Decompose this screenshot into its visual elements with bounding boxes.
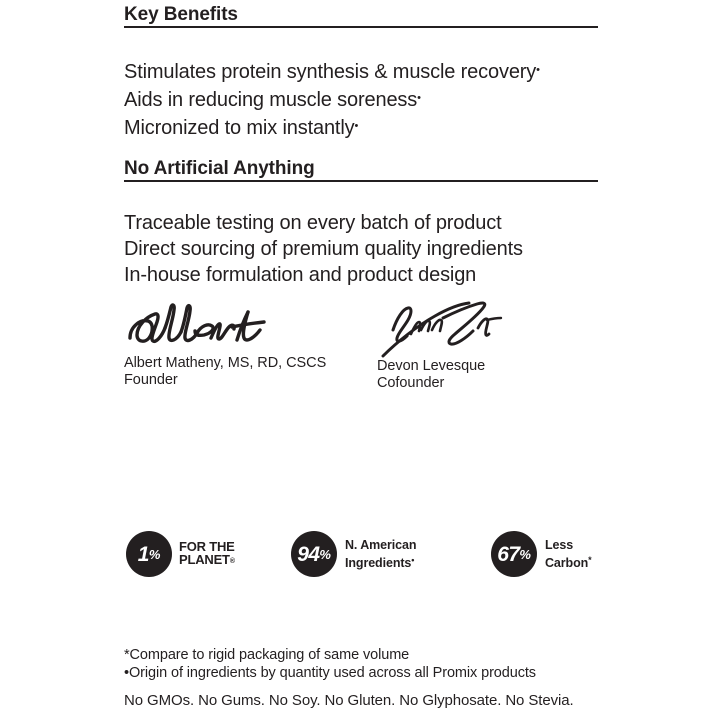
list-item: [124, 262, 604, 288]
key-benefit-text-1: Stimulates protein synthesis & muscle recovery: [124, 61, 537, 83]
badge-north-american-ingredients: [291, 531, 416, 577]
signature-role-albert: Founder: [124, 372, 178, 388]
footnotes: [124, 646, 604, 682]
footnote-marker-bullet: •: [354, 120, 359, 132]
no-artificial-list: [124, 210, 604, 288]
free-from-statement-container: [124, 692, 604, 710]
founder-signature-block-devon: [377, 300, 507, 392]
section-divider-key-benefits: [124, 26, 598, 28]
no-artificial-text-3: In-house formulation and product design: [124, 264, 477, 286]
section-divider-no-artificial-anything: [124, 180, 598, 182]
badge-circle-94-percent: [291, 531, 337, 577]
free-from-statement: No GMOs. No Gums. No Soy. No Gluten. No Glyphosate. No Stevia.: [124, 692, 574, 709]
albert-signature: [124, 300, 274, 355]
badge-circle-67-percent: [491, 531, 537, 577]
badge-number: 67%: [497, 542, 531, 566]
badge-label-one-percent: [179, 540, 235, 569]
list-item: [124, 210, 604, 236]
badge-number: 94%: [297, 542, 331, 566]
badge-label-line-2: Carbon*: [545, 554, 592, 570]
badge-circle-one-percent: [126, 531, 172, 577]
section-title-key-benefits: Key Benefits: [124, 4, 238, 25]
signature-role-devon: Cofounder: [377, 375, 445, 391]
badge-one-percent-for-the-planet: [126, 531, 235, 577]
footnote-marker-bullet: •: [417, 92, 421, 104]
badge-label-line-1: FOR THE: [179, 538, 235, 554]
signature-name-albert: Albert Matheny, MS, RD, CSCS: [124, 355, 327, 371]
section-no-artificial-anything: [124, 158, 598, 182]
list-item: [124, 57, 604, 85]
badge-label-line-1: Less: [545, 538, 574, 552]
badge-number: 1%: [137, 542, 161, 566]
badge-label-less-carbon: [545, 538, 592, 570]
founder-signature-block-albert: [124, 300, 326, 389]
badge-label-north-american: [345, 538, 416, 570]
footnote-asterisk: *Compare to rigid packaging of same volume: [124, 647, 410, 663]
no-artificial-text-2: Direct sourcing of premium quality ingredients: [124, 238, 523, 260]
list-item: [124, 85, 604, 113]
list-item: [124, 236, 604, 262]
no-artificial-text-1: Traceable testing on every batch of product: [124, 212, 502, 234]
key-benefit-text-3: Micronized to mix instantly: [124, 117, 355, 139]
section-title-no-artificial-anything: No Artificial Anything: [124, 158, 315, 179]
badge-label-line-1: N. American: [345, 538, 417, 552]
footnote-bullet: •Origin of ingredients by quantity used across all Promix products: [124, 665, 536, 681]
badge-label-line-2: PLANET®: [179, 552, 235, 567]
devon-signature: [377, 300, 507, 358]
badge-label-line-2: Ingredients•: [345, 554, 415, 570]
footnote-marker-bullet: •: [536, 64, 541, 76]
list-item: [124, 113, 604, 141]
key-benefits-list: [124, 57, 604, 141]
badge-less-carbon: [491, 531, 592, 577]
signature-name-devon: Devon Levesque: [377, 358, 486, 374]
key-benefit-text-2: Aids in reducing muscle soreness: [124, 89, 418, 111]
section-key-benefits: [124, 4, 598, 28]
